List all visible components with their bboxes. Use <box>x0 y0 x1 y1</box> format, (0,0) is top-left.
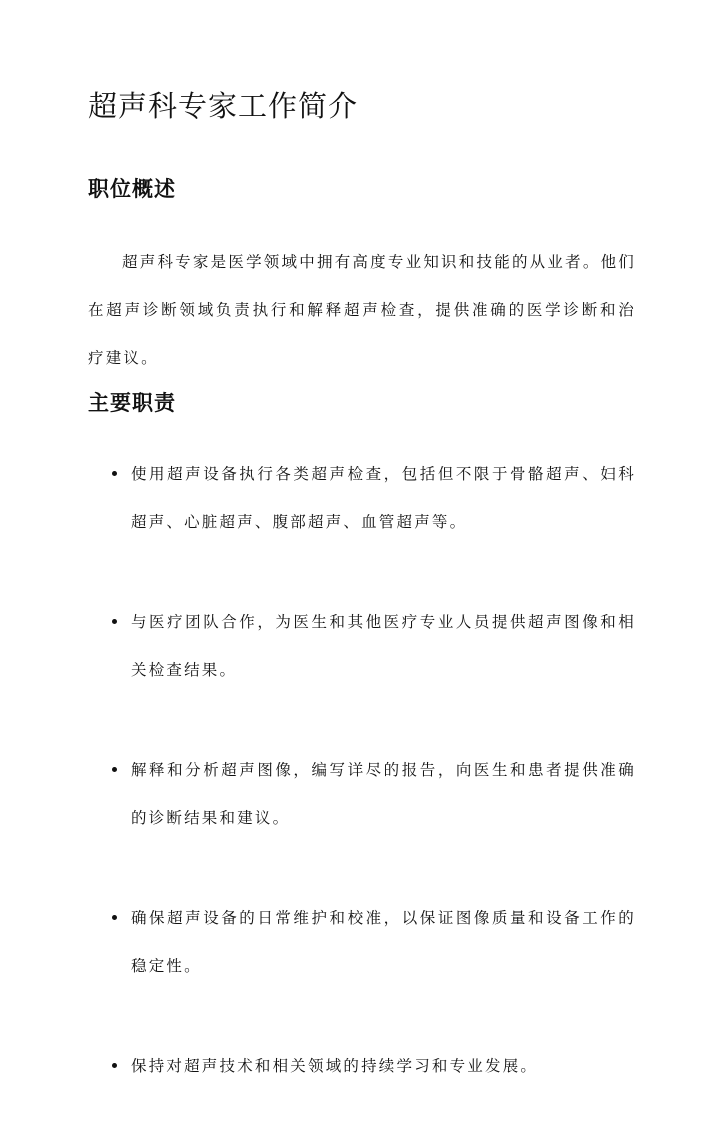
list-item <box>88 450 636 546</box>
bullet-icon <box>112 915 117 920</box>
section-heading-duties: 主要职责 <box>88 390 176 415</box>
list-item-text: 使用超声设备执行各类超声检查，包括但不限于骨骼超声、妇科超声、心脏超声、腹部超声、血管超声等。 <box>131 465 636 531</box>
list-item-text: 确保超声设备的日常维护和校准，以保证图像质量和设备工作的稳定性。 <box>131 909 636 975</box>
list-item <box>88 746 636 842</box>
list-item-text: 解释和分析超声图像，编写详尽的报告，向医生和患者提供准确的诊断结果和建议。 <box>131 761 636 827</box>
list-item-text: 保持对超声技术和相关领域的持续学习和专业发展。 <box>131 1057 539 1075</box>
bullet-icon <box>112 1063 117 1068</box>
bullet-icon <box>112 471 117 476</box>
duties-list <box>88 450 636 1142</box>
list-item-text: 与医疗团队合作，为医生和其他医疗专业人员提供超声图像和相关检查结果。 <box>131 613 636 679</box>
list-item <box>88 1042 636 1090</box>
list-item <box>88 598 636 694</box>
bullet-icon <box>112 619 117 624</box>
list-item <box>88 894 636 990</box>
bullet-icon <box>112 767 117 772</box>
document-title: 超声科专家工作简介 <box>88 89 359 123</box>
section-heading-overview: 职位概述 <box>88 176 176 201</box>
overview-paragraph: 超声科专家是医学领域中拥有高度专业知识和技能的从业者。他们在超声诊断领域负责执行和解释超声检查，提供准确的医学诊断和治疗建议。 <box>88 253 636 367</box>
